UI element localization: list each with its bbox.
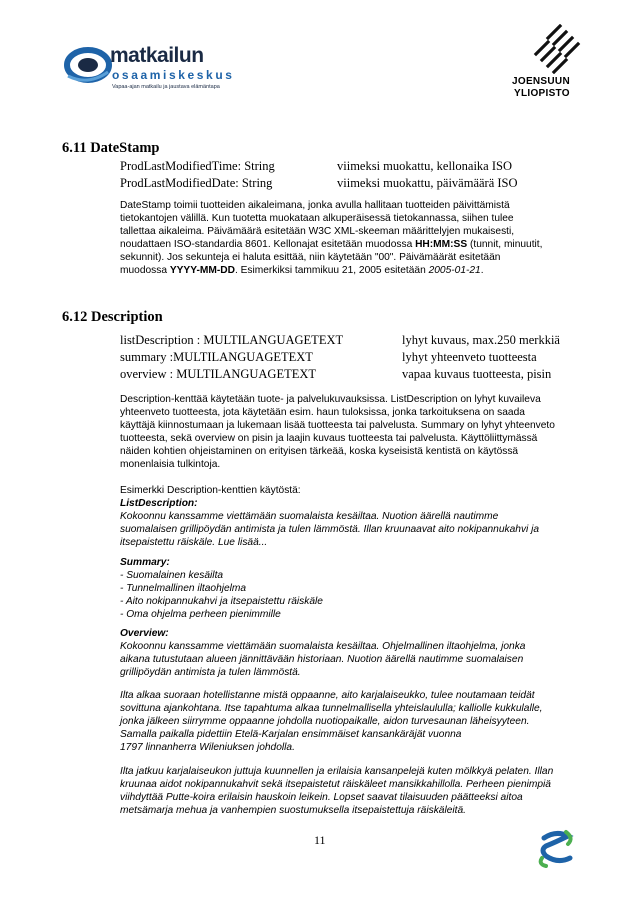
joensuu-logo	[512, 24, 596, 106]
summary-item: - Suomalainen kesäilta	[120, 570, 224, 582]
paragraph-line: tallettaa aikaleima. Päivämäärä esitetään W3C XML-skeeman määrittelyjen mukaisesti,	[120, 226, 515, 238]
section-heading-description: 6.12 Description	[62, 309, 163, 325]
overview-paragraph-3	[120, 765, 553, 817]
section-heading-datestamp: 6.11 DateStamp	[62, 140, 160, 156]
field-description: lyhyt kuvaus, max.250 merkkiä	[402, 333, 560, 347]
paragraph-line: käyttäjä kiinnostumaan ja lukemaan lisää tuotteesta tai palvelusta. Summary on lyhyt yhteenveto	[120, 420, 555, 432]
overview-paragraph-2	[120, 689, 542, 754]
description-paragraph	[120, 393, 555, 472]
field-name: ProdLastModifiedTime: String	[120, 159, 275, 173]
summary-item: - Tunnelmallinen iltaohjelma	[120, 583, 247, 595]
example-line: suomalaisen grillipöydän antimista ja tulen lämmöstä. Illan kruunaavat aito nokipannukahvi ja	[120, 524, 540, 536]
summary-label: Summary:	[120, 557, 170, 568]
overview-line: Kokoonnu kanssamme viettämään suomalaista kesäiltaa. Ohjelmallinen iltaohjelma, jonka	[120, 641, 526, 653]
university-name-line1: JOENSUUN	[512, 76, 570, 87]
field-description: lyhyt yhteenveto tuotteesta	[402, 350, 537, 364]
logo-name-top: matkailun	[110, 44, 204, 67]
logo-swirl-icon	[64, 46, 112, 84]
date-format: YYYY-MM-DD	[169, 265, 235, 277]
overview-line: grillipöydän antimista ja tulen lämmöstä.	[120, 667, 301, 679]
field-name: overview : MULTILANGUAGETEXT	[120, 367, 317, 381]
overview-line: jonka jälkeen siirrymme oppaanne johdolla nuotiopaikalle, aidon turvesaunan läheisyyteen.	[120, 716, 530, 728]
logo-tagline: Vapaa-ajan matkailu ja jaustava elämäntapa	[112, 84, 220, 90]
example-line: Kokoonnu kanssamme viettämään suomalaista kesäiltaa. Nuotion äärellä nautimme	[120, 511, 499, 523]
list-description-label: ListDescription:	[120, 498, 198, 510]
overview-line: Samalla paikalla pidettiin Etelä-Karjalan ensimmäiset kansankäräjät vuonna	[120, 729, 462, 741]
field-name: listDescription : MULTILANGUAGETEXT	[120, 333, 344, 347]
overview-line: 1797 linnanherra Wileniuksen johdolla.	[120, 742, 295, 754]
page-number: 11	[314, 833, 326, 847]
university-emblem-icon	[528, 24, 584, 74]
example-intro: Esimerkki Description-kenttien käytöstä:	[120, 485, 301, 496]
example-block	[120, 484, 539, 549]
overview-line: Ilta alkaa suoraan hotellistanne mistä oppaanne, aito karjalaiseukko, tulee noutamaan teidät	[120, 690, 535, 701]
overview-line: metsämarja mehua ja vanhempien suostumuksella itsepaistettuja räiskäleitä.	[120, 805, 466, 817]
time-format: HH:MM:SS	[415, 239, 468, 251]
paragraph-line: yhteenveto tuotteesta, jota käytetään esim. haun tuloksissa, jonka tarkoituksena on saada	[120, 407, 525, 419]
overview-line: aikana tutustutaan alueen jännittävään historiaan. Nuotion äärellä nautimme suomalaisen	[120, 654, 524, 666]
paragraph-line: sekunnit). Jos sekunteja ei haluta esittää, niin käytetään "00". Päivämäärät esitetään	[120, 252, 501, 264]
paragraph-line: muodossa YYYY-MM-DD. Esimerkiksi tammikuu 21, 2005 esitetään 2005-01-21.	[120, 265, 484, 277]
overview-block	[120, 627, 525, 679]
paragraph-line: DateStamp toimii tuotteiden aikaleimana, jonka avulla hallitaan tuotteiden päivittämistä	[120, 200, 510, 211]
footer-emblem-icon	[536, 828, 578, 868]
matkailun-logo	[64, 40, 264, 96]
paragraph-line: noudattaen ISO-standardia 8601. Kellonajat esitetään muodossa HH:MM:SS (tunnit, minuutit,	[120, 239, 543, 251]
field-name: ProdLastModifiedDate: String	[120, 176, 273, 190]
overview-line: kruunaa aidot nokipannukahvit sekä itsepaistetut räiskäleet mansikkahillolla. Perheen pienimpiä	[120, 779, 551, 791]
summary-item: - Oma ohjelma perheen pienimmille	[120, 609, 281, 621]
overview-line: Ilta jatkuu karjalaiseukon juttuja kuunnellen ja erilaisia kansanpelejä kuten mölkkyä pelaten. Illan	[120, 766, 554, 777]
date-example: 2005-01-21	[428, 265, 481, 277]
summary-block	[120, 556, 323, 621]
datestamp-paragraph	[120, 199, 542, 278]
field-description: viimeksi muokattu, päivämäärä ISO	[337, 176, 518, 190]
logo-name-bottom: osaamiskeskus	[112, 68, 235, 82]
overview-label: Overview:	[120, 628, 169, 639]
paragraph-line: näiden kohtien ohjeistaminen on erityisen tärkeää, koska kyseisistä kentistä on käytössä	[120, 446, 519, 458]
overview-line: sovittuna ajankohtana. Itse tapahtuma alkaa tunnelmallisella yhteislaululla; kalliolle kukkulalle,	[120, 703, 543, 715]
paragraph-line: monenlaisia tulkintoja.	[120, 459, 221, 471]
example-line: itsepaistettu räiskäle. Lue lisää...	[120, 537, 268, 549]
field-name: summary :MULTILANGUAGETEXT	[120, 350, 313, 364]
summary-item: - Aito nokipannukahvi ja itsepaistettu räiskäle	[120, 596, 323, 608]
field-description: vapaa kuvaus tuotteesta, pisin	[402, 367, 552, 381]
paragraph-line: Description-kenttää käytetään tuote- ja palvelukuvauksissa. ListDescription on lyhyt kuvaileva	[120, 394, 541, 405]
overview-line: viihdyttää Putte-koira erilaisin hauskoin leikein. Lopset saavat tilaisuuden päätteeksi aitoa	[120, 792, 523, 804]
paragraph-line: tietokantojen välillä. Kun tuotetta muokataan alkuperäisessä tietokannassa, siihen tulee	[120, 213, 514, 225]
field-description: viimeksi muokattu, kellonaika ISO	[337, 159, 512, 173]
paragraph-line: tuotteesta, sekä overview on pisin ja laajin kuvaus tuotteesta tai palvelusta. Käyttöliittymässä	[120, 433, 538, 445]
university-name-line2: YLIOPISTO	[514, 88, 570, 99]
